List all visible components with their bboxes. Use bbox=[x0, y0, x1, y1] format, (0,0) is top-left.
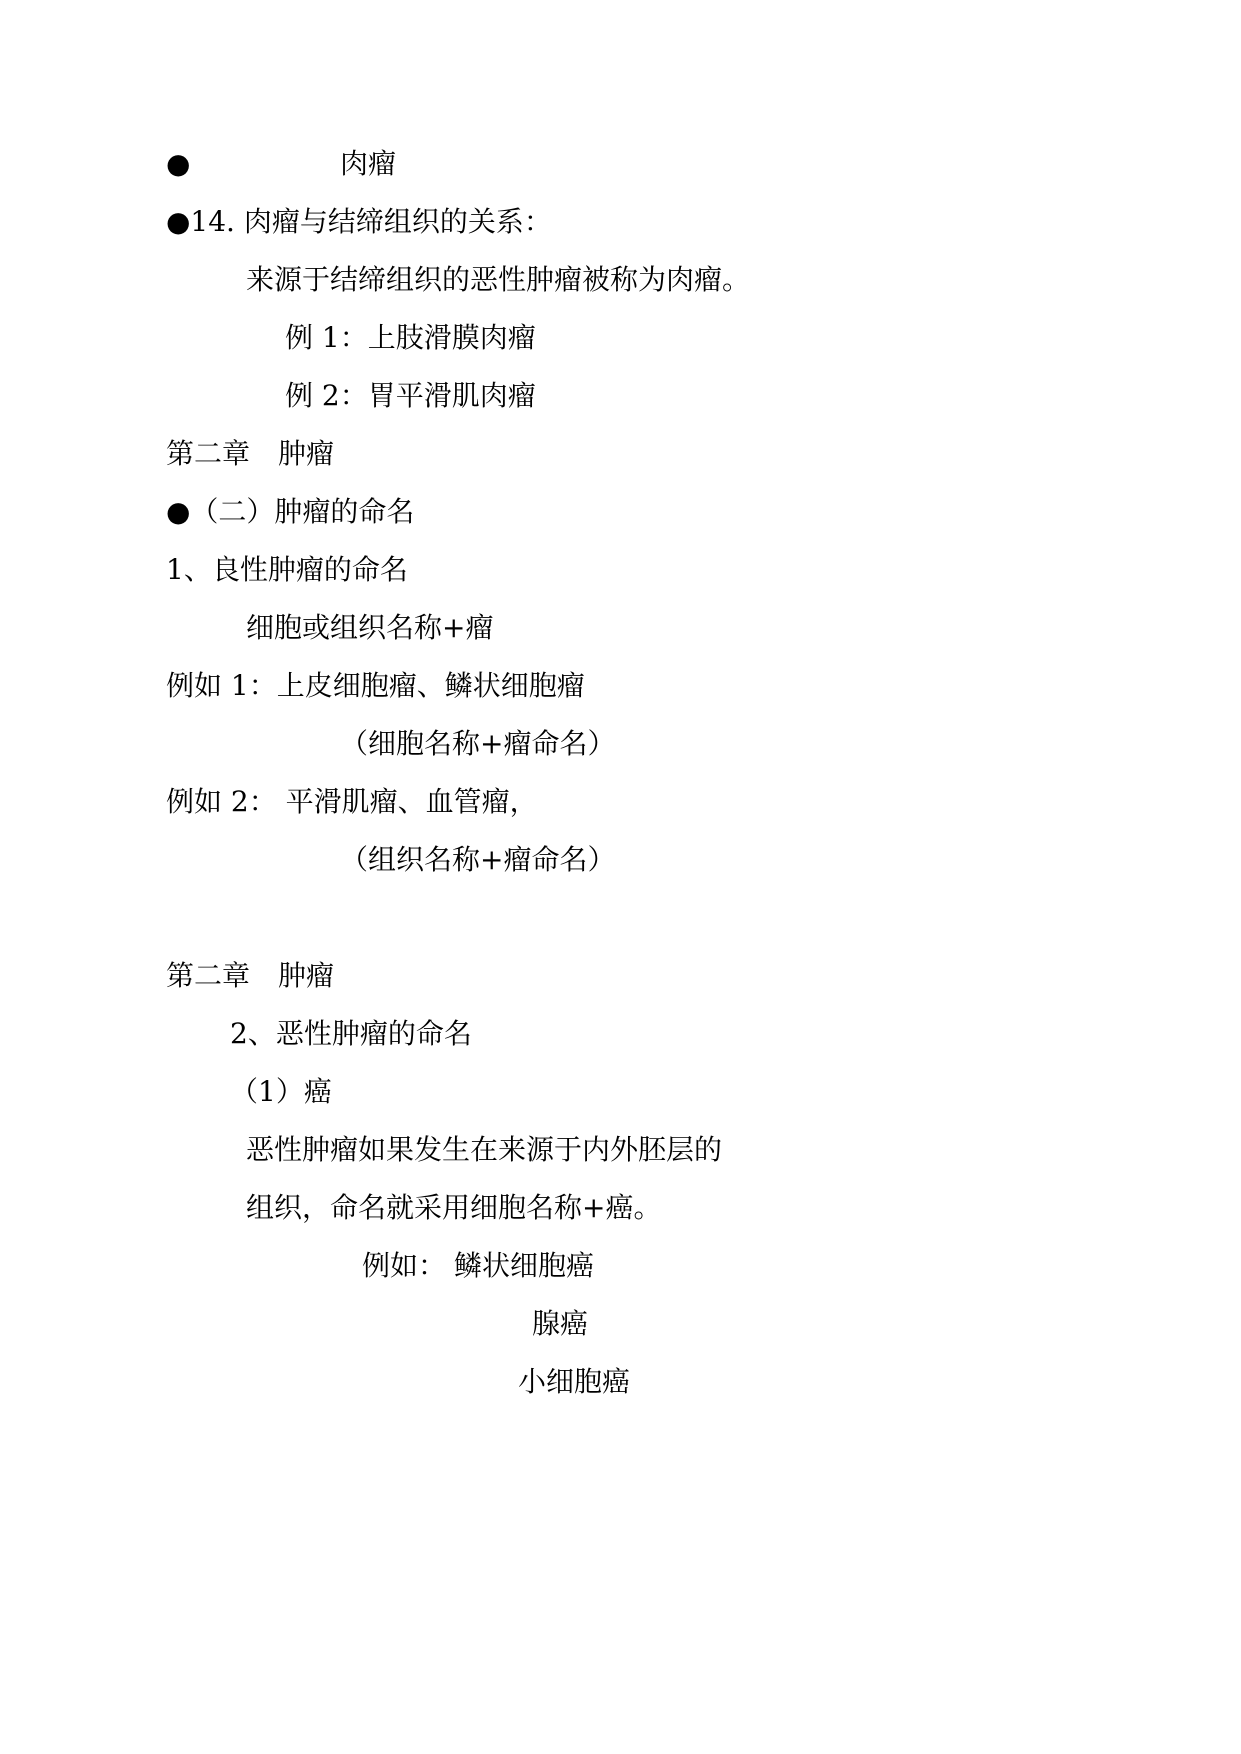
item-14-title: ●14. 肉瘤与结缔组织的关系： bbox=[166, 205, 552, 238]
chapter-title-2: 第二章 肿瘤 bbox=[166, 959, 335, 992]
benign-example-2: 例如 2： 平滑肌瘤、血管瘤， bbox=[166, 785, 538, 818]
sarcoma-example-2: 例 2：胃平滑肌肉瘤 bbox=[285, 379, 536, 412]
carcinoma-example-label: 例如： bbox=[362, 1249, 447, 1282]
bullet-dot: ● bbox=[166, 147, 191, 180]
sarcoma-definition: 来源于结缔组织的恶性肿瘤被称为肉瘤。 bbox=[246, 263, 751, 296]
malignant-naming-title: 2、恶性肿瘤的命名 bbox=[230, 1017, 472, 1050]
benign-example-1-note: （细胞名称+瘤命名） bbox=[340, 727, 616, 760]
naming-subheading: ●（二）肿瘤的命名 bbox=[166, 495, 415, 528]
benign-example-1: 例如 1：上皮细胞瘤、鳞状细胞瘤 bbox=[166, 669, 585, 702]
benign-example-2-note: （组织名称+瘤命名） bbox=[340, 843, 616, 876]
heading-sarcoma: 肉瘤 bbox=[340, 147, 397, 180]
sarcoma-example-1: 例 1：上肢滑膜肉瘤 bbox=[285, 321, 536, 354]
carcinoma-example-a: 鳞状细胞癌 bbox=[454, 1249, 595, 1282]
carcinoma-description-1: 恶性肿瘤如果发生在来源于内外胚层的 bbox=[246, 1133, 723, 1166]
carcinoma-example-b: 腺癌 bbox=[532, 1307, 589, 1340]
carcinoma-example-c: 小细胞癌 bbox=[518, 1365, 631, 1398]
benign-naming-rule: 细胞或组织名称+瘤 bbox=[246, 611, 494, 644]
chapter-title: 第二章 肿瘤 bbox=[166, 437, 335, 470]
benign-naming-title: 1、良性肿瘤的命名 bbox=[166, 553, 408, 586]
carcinoma-title: （1）癌 bbox=[230, 1075, 332, 1108]
carcinoma-description-2: 组织，命名就采用细胞名称+癌。 bbox=[246, 1191, 662, 1224]
